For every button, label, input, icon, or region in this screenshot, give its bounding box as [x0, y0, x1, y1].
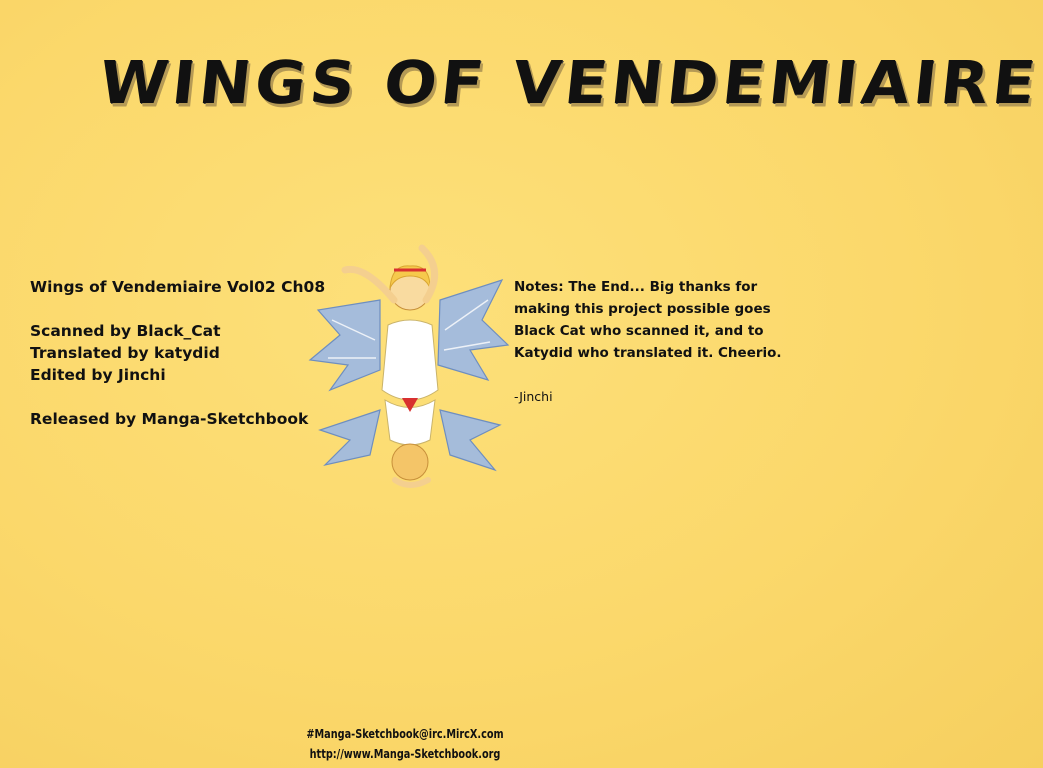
footer [302, 724, 509, 764]
notes-label: Notes: [514, 279, 564, 295]
notes-block [514, 276, 800, 408]
irc-channel: #Manga-Sketchbook@irc.MircX.com [306, 727, 504, 741]
website-url: http://www.Manga-Sketchbook.org [309, 747, 501, 761]
released-by: Released by Manga-Sketchbook [30, 410, 309, 428]
credits-block [30, 276, 326, 430]
edited-by: Edited by Jinchi [30, 366, 166, 384]
translated-by: Translated by katydid [30, 344, 220, 362]
notes-signature: -Jinchi [514, 389, 553, 404]
series-line: Wings of Vendemiaire Vol02 Ch08 [30, 278, 326, 296]
page-title: WINGS OF VENDEMIAIRE [96, 47, 1043, 118]
scanned-by: Scanned by Black_Cat [30, 322, 221, 340]
notes-body: The End... Big thanks for making this project possible goes Black Cat who scanned it, and to Katydid who translated it. Cheerio. [514, 279, 782, 361]
angel-girl-illustration [310, 240, 510, 520]
